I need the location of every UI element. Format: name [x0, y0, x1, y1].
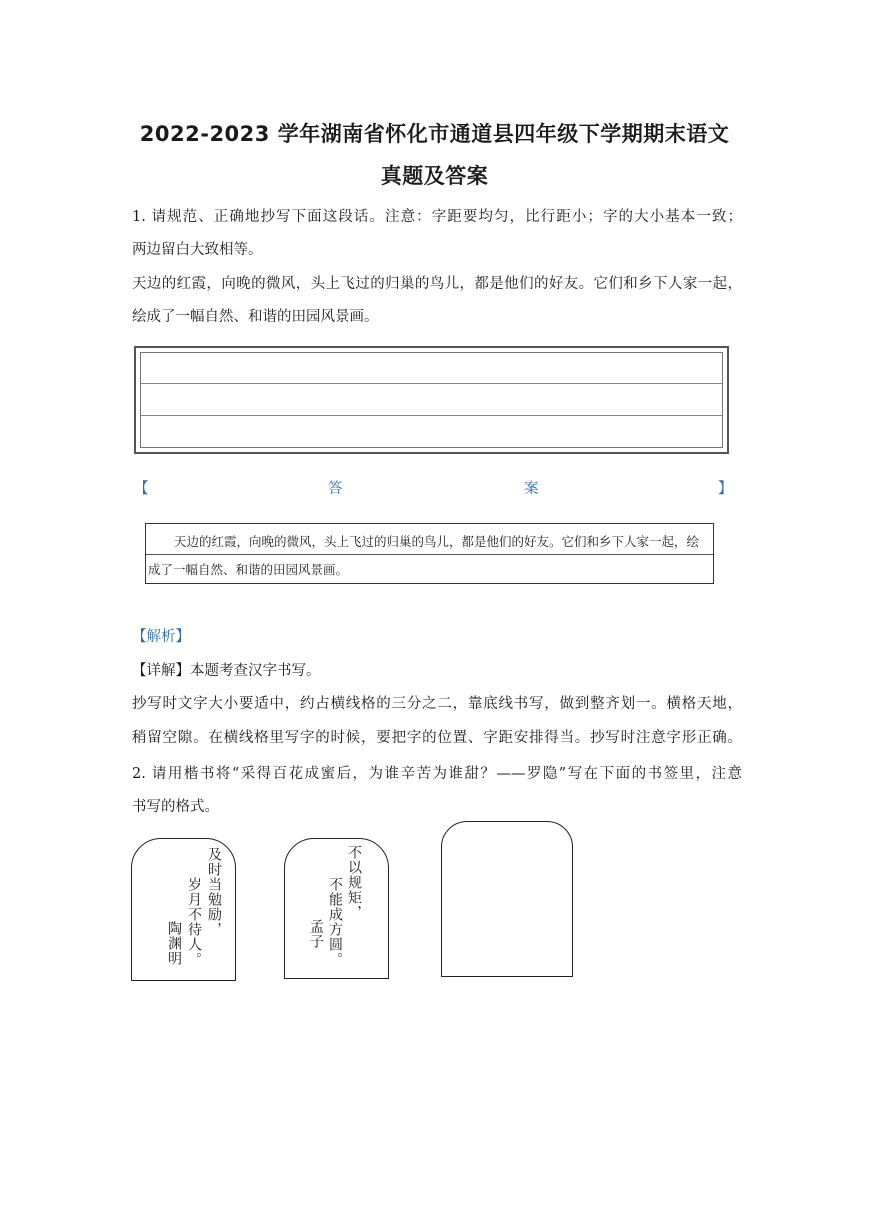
answer-char-2: 案 — [524, 481, 539, 497]
document-title-line1: 2022-2023 学年湖南省怀化市通道县四年级下学期期末语文 — [139, 122, 730, 146]
answer-header — [134, 477, 732, 497]
bookmark2-col1: 不以规矩， — [346, 845, 362, 920]
q2-instruction-line2: 书写的格式。 — [132, 799, 219, 815]
document-title-line2: 真题及答案 — [380, 164, 489, 188]
answer-line2: 成了一幅自然、和谐的田园风景画。 — [148, 562, 349, 577]
blank-bookmark-answer-area[interactable] — [441, 821, 573, 977]
analysis-label: 【解析】 — [132, 629, 190, 645]
q1-passage-line2: 绘成了一幅自然、和谐的田园风景画。 — [132, 309, 379, 325]
analysis-detail: 【详解】本题考查汉字书写。 — [132, 663, 321, 679]
bookmark1-col3: 陶渊明 — [166, 921, 182, 966]
bookmark1-col2: 岁月不待人。 — [186, 877, 202, 967]
q1-passage-line1: 天边的红霞，向晚的微风，头上飞过的归巢的鸟儿，都是他们的好友。它们和乡下人家一起， — [132, 276, 742, 292]
q2-instruction-line1: 2. 请用楷书将“采得百花成蜜后，为谁辛苦为谁甜？——罗隐”写在下面的书签里，注意 — [132, 766, 742, 782]
bookmark1-col1: 及时当勉励， — [206, 847, 222, 937]
copy-writing-box[interactable] — [134, 346, 729, 454]
q1-instruction-line1: 1. 请规范、正确地抄写下面这段话。注意：字距要均匀，比行距小；字的大小基本一致； — [132, 209, 742, 225]
answer-bracket-close: 】 — [718, 481, 733, 497]
bookmark-example-1 — [131, 838, 236, 981]
bookmark2-col2: 不能成方圆。 — [327, 877, 343, 967]
answer-char-1: 答 — [328, 481, 343, 497]
analysis-paragraph-line1: 抄写时文字大小要适中，约占横线格的三分之二，靠底线书写，做到整齐划一。横格天地， — [132, 696, 742, 712]
bookmark-example-2 — [284, 838, 389, 979]
answer-line1: 天边的红霞，向晚的微风，头上飞过的归巢的鸟儿，都是他们的好友。它们和乡下人家一起，绘 — [174, 534, 700, 549]
answer-divider — [146, 554, 713, 555]
answer-bracket-open: 【 — [134, 481, 149, 497]
grid-rule — [141, 415, 722, 416]
copy-writing-grid — [140, 352, 723, 448]
grid-rule — [141, 383, 722, 384]
answer-handwriting-box — [145, 523, 714, 584]
q1-instruction-line2: 两边留白大致相等。 — [132, 242, 263, 258]
analysis-paragraph-line2: 稍留空隙。在横线格里写字的时候，要把字的位置、字距安排得当。抄写时注意字形正确。 — [132, 730, 742, 746]
bookmark2-col3: 孟子 — [308, 919, 324, 949]
